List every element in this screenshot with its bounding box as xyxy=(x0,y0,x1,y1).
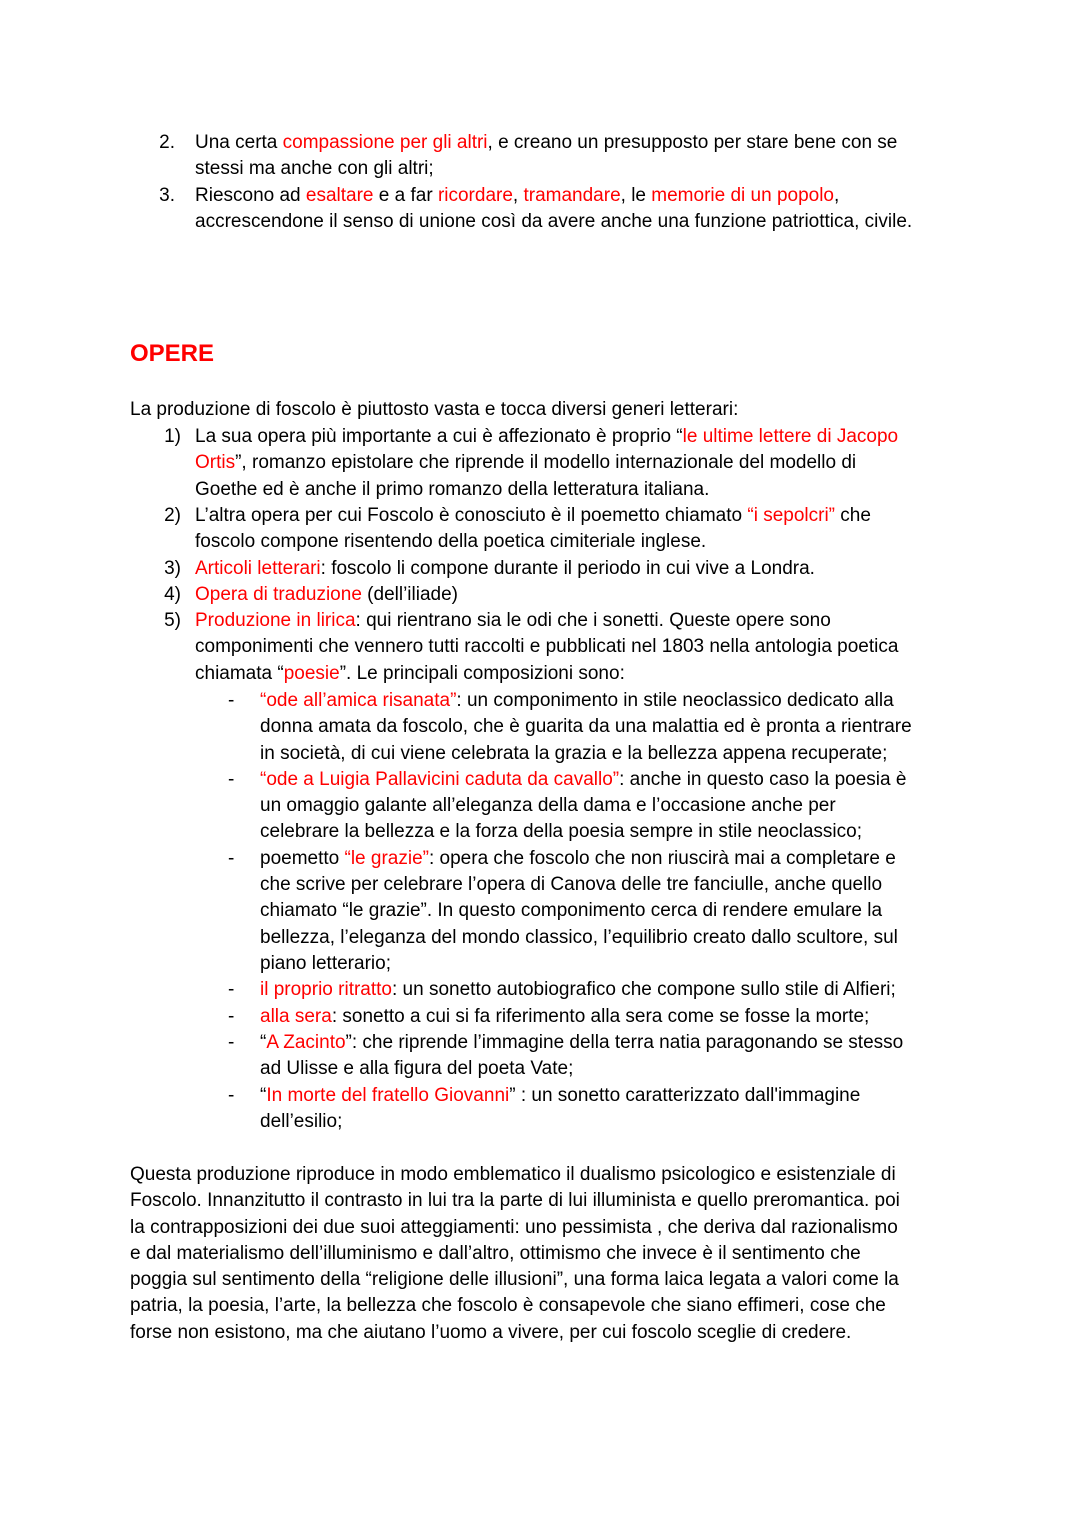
text-line xyxy=(195,477,898,503)
text-line xyxy=(260,767,906,793)
section-title: OPERE xyxy=(130,340,215,367)
paragraph-line: Foscolo. Innanzitutto il contrasto in lui tra la parte di lui illuminista e quello preromantica. poi xyxy=(130,1190,900,1212)
list-number: 5) xyxy=(164,610,181,632)
text-run: , xyxy=(834,184,840,206)
list-item xyxy=(195,183,912,236)
list-dash: - xyxy=(228,979,235,1001)
highlighted-text: A Zacinto xyxy=(266,1031,346,1053)
text-run: ”, romanzo epistolare che riprende il modello internazionale del modello di xyxy=(235,452,857,474)
highlighted-text: “i sepolcri” xyxy=(747,504,835,526)
composition-item xyxy=(260,977,896,1003)
text-run: : opera che foscolo che non riuscirà mai a completare e xyxy=(428,847,896,869)
text-run: Riescono ad xyxy=(195,184,306,206)
text-run: L’altra opera per cui Foscolo è conosciuto è il poemetto chiamato xyxy=(195,504,748,526)
text-line xyxy=(260,1030,903,1056)
text-run: “ xyxy=(260,1084,267,1106)
text-line xyxy=(195,450,898,476)
paragraph-line: la contrapposizioni dei due suoi atteggiamenti: uno pessimista , che deriva dal razionalismo xyxy=(130,1216,898,1238)
text-run: un omaggio galante all’eleganza della dama e l’occasione anche per xyxy=(260,795,836,817)
list-number: 2. xyxy=(159,132,175,153)
composition-item xyxy=(260,1083,860,1136)
list-dash: - xyxy=(228,1031,235,1053)
work-item xyxy=(195,608,898,687)
text-line xyxy=(195,503,871,529)
text-run: : un sonetto autobiografico che compone sullo stile di Alfieri; xyxy=(392,979,896,1001)
composition-item xyxy=(260,688,912,767)
text-line xyxy=(260,741,912,767)
text-line xyxy=(195,634,898,660)
text-run: componimenti che vennero tutti raccolti e pubblicati nel 1803 nella antologia poetica xyxy=(195,636,899,658)
text-line xyxy=(260,819,906,845)
highlighted-text: poesie xyxy=(283,662,340,684)
closing-paragraph xyxy=(130,1162,960,1346)
text-line xyxy=(195,608,898,634)
text-line xyxy=(260,898,898,924)
text-run: che xyxy=(835,504,871,526)
composition-item xyxy=(260,1004,869,1030)
work-item xyxy=(195,424,898,503)
text-run: Goethe ed è anche il primo romanzo della letteratura italiana. xyxy=(195,478,710,500)
highlighted-text: “le grazie” xyxy=(344,847,429,869)
text-run: , e creano un presupposto per stare bene con se xyxy=(487,132,898,153)
composition-item xyxy=(260,846,898,977)
highlighted-text: “ode all’amica risanata” xyxy=(260,690,457,711)
text-line xyxy=(195,183,912,209)
text-run: , le xyxy=(620,184,652,206)
text-line xyxy=(260,846,898,872)
list-number: 1) xyxy=(164,426,181,447)
text-run: foscolo compone risentendo della poetica cimiteriale inglese. xyxy=(195,531,707,553)
text-line xyxy=(260,714,912,740)
text-run: accrescendone il senso di unione così da avere anche una funzione patriottica, civile. xyxy=(195,210,913,232)
list-dash: - xyxy=(228,847,235,869)
text-run: chiamata “ xyxy=(195,662,284,684)
paragraph-line: Questa produzione riproduce in modo emblematico il dualismo psicologico e esistenziale di xyxy=(130,1164,896,1185)
highlighted-text: ricordare xyxy=(437,184,513,206)
text-line xyxy=(260,872,898,898)
text-run: : un componimento in stile neoclassico dedicato alla xyxy=(456,690,894,711)
text-run: “ xyxy=(260,1031,267,1053)
text-run: dell’esilio; xyxy=(260,1110,343,1132)
text-line xyxy=(195,209,912,235)
text-run: Una certa xyxy=(195,132,283,153)
text-run: piano letterario; xyxy=(260,952,391,974)
text-line xyxy=(260,925,898,951)
highlighted-text: compassione per gli altri xyxy=(282,132,488,153)
text-line xyxy=(195,424,898,450)
highlighted-text: Ortis xyxy=(195,452,236,474)
intro-paragraph xyxy=(130,397,960,423)
list-dash: - xyxy=(228,768,235,790)
work-item xyxy=(195,556,815,582)
list-number: 3) xyxy=(164,557,181,579)
highlighted-text: memorie di un popolo xyxy=(651,184,834,206)
text-run: ”: che riprende l’immagine della terra natia paragonando se stesso xyxy=(345,1031,904,1053)
list-number: 4) xyxy=(164,583,181,605)
text-run: donna amata da foscolo, che è guarita da una malattia ed è pronta a rientrare xyxy=(260,716,912,738)
text-line xyxy=(195,156,897,182)
highlighted-text: alla sera xyxy=(260,1005,332,1027)
paragraph-line: forse non esistono, ma che aiutano l’uomo a vivere, per cui foscolo sceglie di credere. xyxy=(130,1321,852,1343)
text-line xyxy=(260,1083,860,1109)
text-run: bellezza, l’eleganza del mondo classico, l’equilibrio creato dallo scultore, sul xyxy=(260,926,898,948)
text-run: in società, di cui viene celebrata la grazia e la bellezza appena recuperate; xyxy=(260,742,888,764)
text-run: stessi ma anche con gli altri; xyxy=(195,158,434,180)
text-run: che scrive per celebrare l’opera di Canova delle tre fanciulle, anche quello xyxy=(260,874,883,896)
text-line xyxy=(195,582,458,608)
text-run: celebrare la bellezza e la forza della poesia sempre in stile neoclassico; xyxy=(260,821,862,843)
text-run: : sonetto a cui si fa riferimento alla sera come se fosse la morte; xyxy=(331,1005,870,1027)
paragraph-line: patria, la poesia, l’arte, la bellezza che foscolo è consapevole che siano effimeri, cose che xyxy=(130,1295,886,1317)
highlighted-text: esaltare xyxy=(305,184,374,206)
text-run: La sua opera più importante a cui è affezionato è proprio “ xyxy=(195,426,683,447)
text-run: : foscolo li compone durante il periodo in cui vive a Londra. xyxy=(320,557,815,579)
text-run: ad Ulisse e alla figura del poeta Vate; xyxy=(260,1058,574,1080)
work-item xyxy=(195,503,871,556)
composition-item xyxy=(260,767,906,846)
composition-item xyxy=(260,1030,903,1083)
text-run: (dell’iliade) xyxy=(361,583,458,605)
work-item xyxy=(195,582,458,608)
list-dash: - xyxy=(228,1084,235,1106)
highlighted-text: In morte del fratello Giovanni xyxy=(266,1084,510,1106)
text-line xyxy=(260,977,896,1003)
text-line xyxy=(195,130,897,156)
list-number: 2) xyxy=(164,504,181,526)
highlighted-text: il proprio ritratto xyxy=(260,979,392,1001)
list-number: 3. xyxy=(159,184,175,206)
paragraph-line: e dal materialismo dell’illuminismo e dall’altro, ottimismo che invece è il sentimento che xyxy=(130,1242,861,1264)
highlighted-text: Produzione in lirica xyxy=(195,610,356,632)
text-line xyxy=(260,1004,869,1030)
text-run: e a far xyxy=(373,184,438,206)
text-run: poemetto xyxy=(260,847,345,869)
highlighted-text: le ultime lettere di Jacopo xyxy=(682,426,899,447)
intro-line: La produzione di foscolo è piuttosto vasta e tocca diversi generi letterari: xyxy=(130,399,739,420)
highlighted-text: tramandare xyxy=(523,184,621,206)
text-line xyxy=(260,1056,903,1082)
text-line xyxy=(260,951,898,977)
text-line xyxy=(195,556,815,582)
text-run: ” : un sonetto caratterizzato dall'immagine xyxy=(509,1084,861,1106)
text-line xyxy=(260,793,906,819)
list-item xyxy=(195,130,897,183)
text-run: : anche in questo caso la poesia è xyxy=(619,768,907,790)
text-line xyxy=(195,529,871,555)
list-dash: - xyxy=(228,1005,235,1027)
list-dash: - xyxy=(228,690,235,711)
text-line xyxy=(195,661,898,687)
text-line xyxy=(260,688,912,714)
text-run: chiamato “le grazie”. In questo componimento cerca di rendere emulare la xyxy=(260,900,883,922)
highlighted-text: Articoli letterari xyxy=(195,557,321,579)
highlighted-text: Opera di traduzione xyxy=(195,583,362,605)
paragraph-line: poggia sul sentimento della “religione delle illusioni”, una forma laica legata a valori come la xyxy=(130,1269,899,1291)
text-run: ”. Le principali composizioni sono: xyxy=(339,662,625,684)
highlighted-text: “ode a Luigia Pallavicini caduta da cavallo” xyxy=(260,768,620,790)
text-run: , xyxy=(512,184,524,206)
text-line xyxy=(260,1109,860,1135)
text-run: : qui rientrano sia le odi che i sonetti. Queste opere sono xyxy=(355,610,831,632)
